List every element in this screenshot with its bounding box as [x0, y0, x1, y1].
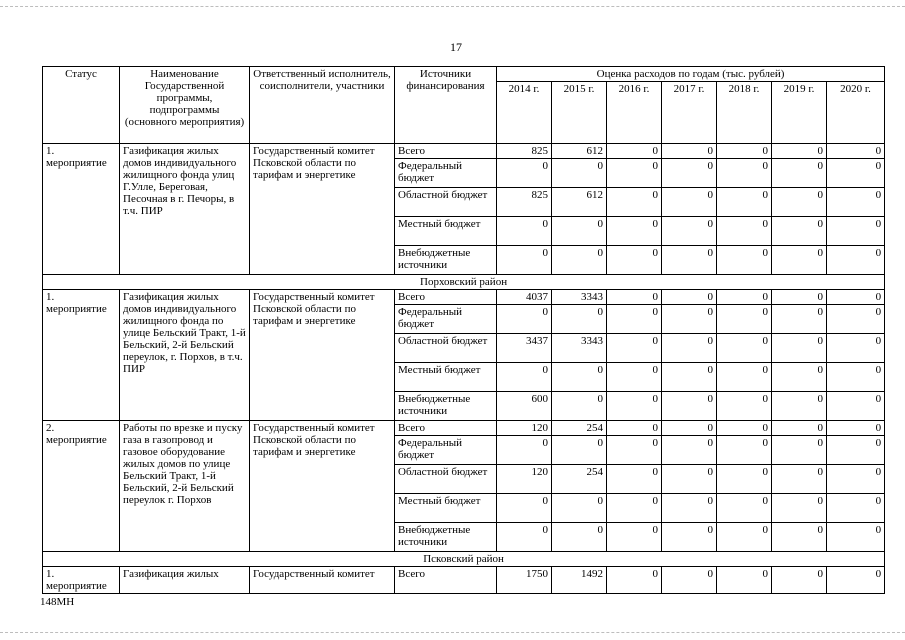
cell-value: 0: [827, 567, 885, 594]
cell-value: 0: [662, 436, 717, 465]
cell-value: 0: [607, 523, 662, 552]
region-heading: Псковский район: [43, 552, 885, 567]
cell-value: 0: [552, 436, 607, 465]
header-year: 2016 г.: [607, 82, 662, 144]
cell-value: 0: [772, 188, 827, 217]
region-heading: Порховский район: [43, 275, 885, 290]
cell-value: 0: [772, 523, 827, 552]
cell-value: 0: [552, 363, 607, 392]
cell-value: 0: [717, 188, 772, 217]
cell-value: 0: [772, 290, 827, 305]
cell-value: 0: [717, 436, 772, 465]
cell-value: 0: [827, 334, 885, 363]
activity-status: 2. мероприятие: [43, 421, 120, 552]
region-row: [43, 552, 885, 567]
header-executor: Ответственный исполнитель, соисполнители, участники: [250, 67, 395, 144]
cell-value: 0: [827, 217, 885, 246]
cell-value: 0: [607, 159, 662, 188]
cell-value: 0: [827, 290, 885, 305]
cell-value: 0: [772, 305, 827, 334]
cell-value: 0: [662, 363, 717, 392]
cell-value: 0: [827, 421, 885, 436]
activity-name: Газификация жилых домов индивидуального жилищного фонда улиц Г.Улле, Береговая, Песочная в г. Печоры, в т.ч. ПИР: [120, 144, 250, 275]
page-number: 17: [450, 40, 462, 54]
cell-value: 0: [772, 334, 827, 363]
cell-value: 825: [497, 188, 552, 217]
table-row: [43, 421, 885, 436]
activity-name: Работы по врезке и пуску газа в газопровод и газовое оборудование жилых домов по улице Бельский Тракт, 1-й Бельский, 2-й Бельский переулок г. Порхов: [120, 421, 250, 552]
table-row: [43, 567, 885, 594]
header-sources: Источники финансирования: [395, 67, 497, 144]
activity-executor: Государственный комитет Псковской области по тарифам и энергетике: [250, 144, 395, 275]
cell-value: 0: [497, 523, 552, 552]
cell-value: 0: [827, 436, 885, 465]
activity-executor: Государственный комитет Псковской области по тарифам и энергетике: [250, 290, 395, 421]
header-estimate: Оценка расходов по годам (тыс. рублей): [497, 67, 885, 82]
header-year: 2014 г.: [497, 82, 552, 144]
cell-value: 1492: [552, 567, 607, 594]
cell-value: 0: [497, 494, 552, 523]
cell-value: 0: [662, 159, 717, 188]
cell-value: 0: [607, 217, 662, 246]
cell-value: 0: [497, 363, 552, 392]
cell-value: 0: [607, 567, 662, 594]
cell-value: 0: [717, 465, 772, 494]
cell-value: 0: [552, 392, 607, 421]
cell-value: 0: [552, 305, 607, 334]
cell-value: 0: [497, 246, 552, 275]
cell-value: 0: [717, 421, 772, 436]
cell-value: 0: [717, 494, 772, 523]
header-year: 2019 г.: [772, 82, 827, 144]
cell-value: 0: [717, 217, 772, 246]
cell-value: 0: [662, 494, 717, 523]
cell-value: 0: [607, 188, 662, 217]
cell-value: 0: [497, 305, 552, 334]
cell-value: 0: [827, 465, 885, 494]
cell-value: 120: [497, 421, 552, 436]
cell-value: 0: [552, 217, 607, 246]
header-year: 2017 г.: [662, 82, 717, 144]
cell-value: 0: [827, 159, 885, 188]
activity-status: 1. мероприятие: [43, 290, 120, 421]
region-row: [43, 275, 885, 290]
cell-value: 825: [497, 144, 552, 159]
funding-source: Областной бюджет: [395, 465, 497, 494]
cell-value: 612: [552, 188, 607, 217]
cell-value: 254: [552, 421, 607, 436]
cell-value: 3437: [497, 334, 552, 363]
funding-source: Всего: [395, 421, 497, 436]
cell-value: 0: [607, 392, 662, 421]
cell-value: 0: [772, 436, 827, 465]
cell-value: 0: [607, 363, 662, 392]
cell-value: 0: [607, 144, 662, 159]
cell-value: 0: [772, 567, 827, 594]
cell-value: 0: [552, 523, 607, 552]
header-year: 2018 г.: [717, 82, 772, 144]
cell-value: 0: [827, 523, 885, 552]
scan-edge-top: [0, 6, 905, 8]
funding-source: Местный бюджет: [395, 217, 497, 246]
cell-value: 0: [662, 421, 717, 436]
cell-value: 0: [497, 159, 552, 188]
table-body: [43, 144, 885, 594]
cell-value: 0: [607, 494, 662, 523]
cell-value: 0: [552, 494, 607, 523]
cell-value: 0: [497, 217, 552, 246]
cell-value: 0: [827, 494, 885, 523]
activity-name: Газификация жилых: [120, 567, 250, 594]
cell-value: 0: [717, 246, 772, 275]
cell-value: 0: [827, 246, 885, 275]
funding-source: Внебюджетные источники: [395, 523, 497, 552]
cell-value: 0: [662, 144, 717, 159]
cell-value: 0: [607, 290, 662, 305]
funding-source: Областной бюджет: [395, 188, 497, 217]
cell-value: 0: [717, 392, 772, 421]
cell-value: 600: [497, 392, 552, 421]
cell-value: 0: [827, 305, 885, 334]
cell-value: 0: [662, 188, 717, 217]
table-row: [43, 144, 885, 159]
budget-table: [42, 66, 885, 594]
header-program: Наименование Государственной программы, подпрограммы (основного мероприятия): [120, 67, 250, 144]
cell-value: 0: [607, 421, 662, 436]
cell-value: 0: [772, 144, 827, 159]
cell-value: 0: [717, 523, 772, 552]
scan-edge-bottom: [0, 632, 905, 634]
cell-value: 0: [772, 421, 827, 436]
funding-source: Федеральный бюджет: [395, 436, 497, 465]
cell-value: 0: [772, 159, 827, 188]
cell-value: 0: [607, 436, 662, 465]
cell-value: 0: [827, 144, 885, 159]
cell-value: 0: [662, 523, 717, 552]
cell-value: 0: [772, 363, 827, 392]
funding-source: Федеральный бюджет: [395, 305, 497, 334]
cell-value: 0: [662, 392, 717, 421]
activity-name: Газификация жилых домов индивидуального жилищного фонда по улице Бельский Тракт, 1-й Бельский, 2-й Бельский переулок, г. Порхов, в т.ч. ПИР: [120, 290, 250, 421]
cell-value: 0: [662, 246, 717, 275]
cell-value: 612: [552, 144, 607, 159]
cell-value: 4037: [497, 290, 552, 305]
cell-value: 0: [827, 363, 885, 392]
cell-value: 0: [717, 567, 772, 594]
cell-value: 0: [772, 392, 827, 421]
funding-source: Всего: [395, 290, 497, 305]
cell-value: 0: [552, 159, 607, 188]
cell-value: 0: [772, 217, 827, 246]
cell-value: 3343: [552, 334, 607, 363]
table-row: [43, 290, 885, 305]
funding-source: Местный бюджет: [395, 363, 497, 392]
cell-value: 120: [497, 465, 552, 494]
cell-value: 0: [717, 334, 772, 363]
activity-executor: Государственный комитет Псковской области по тарифам и энергетике: [250, 421, 395, 552]
funding-source: Местный бюджет: [395, 494, 497, 523]
funding-source: Внебюджетные источники: [395, 246, 497, 275]
funding-source: Внебюджетные источники: [395, 392, 497, 421]
header-year: 2015 г.: [552, 82, 607, 144]
cell-value: 3343: [552, 290, 607, 305]
cell-value: 0: [717, 290, 772, 305]
cell-value: 0: [772, 246, 827, 275]
activity-executor: Государственный комитет: [250, 567, 395, 594]
cell-value: 0: [662, 305, 717, 334]
cell-value: 0: [552, 246, 607, 275]
funding-source: Всего: [395, 144, 497, 159]
header-status: Статус: [43, 67, 120, 144]
cell-value: 254: [552, 465, 607, 494]
cell-value: 0: [497, 436, 552, 465]
cell-value: 0: [827, 392, 885, 421]
table-header: [43, 67, 885, 144]
cell-value: 0: [772, 465, 827, 494]
cell-value: 0: [717, 305, 772, 334]
activity-status: 1. мероприятие: [43, 567, 120, 594]
cell-value: 0: [662, 290, 717, 305]
cell-value: 0: [607, 305, 662, 334]
header-year: 2020 г.: [827, 82, 885, 144]
cell-value: 0: [772, 494, 827, 523]
cell-value: 0: [717, 144, 772, 159]
cell-value: 0: [827, 188, 885, 217]
cell-value: 0: [607, 334, 662, 363]
funding-source: Всего: [395, 567, 497, 594]
document-code: 148МН: [40, 596, 75, 608]
funding-source: Федеральный бюджет: [395, 159, 497, 188]
cell-value: 0: [607, 246, 662, 275]
cell-value: 0: [662, 465, 717, 494]
cell-value: 0: [717, 363, 772, 392]
cell-value: 0: [662, 567, 717, 594]
funding-source: Областной бюджет: [395, 334, 497, 363]
cell-value: 0: [607, 465, 662, 494]
cell-value: 1750: [497, 567, 552, 594]
cell-value: 0: [717, 159, 772, 188]
cell-value: 0: [662, 217, 717, 246]
cell-value: 0: [662, 334, 717, 363]
activity-status: 1. мероприятие: [43, 144, 120, 275]
